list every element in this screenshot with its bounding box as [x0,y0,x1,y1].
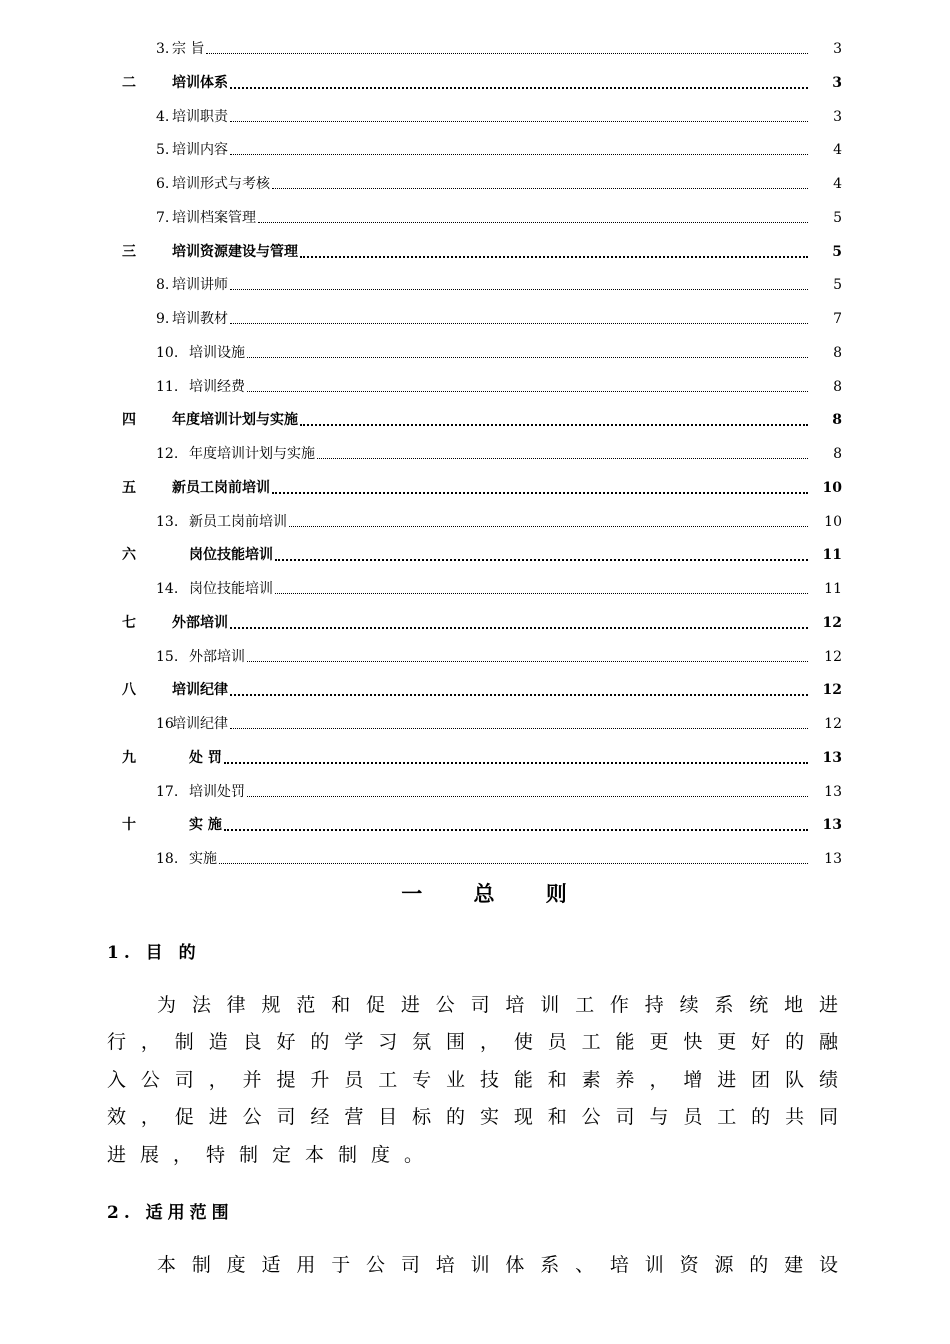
chapter-title: 一 总 则 [401,881,589,906]
toc-dot-leader [224,762,808,764]
toc-entry-number: 8. [156,277,170,294]
toc-entry-label: 培训讲师 [172,277,228,294]
toc-entry-page: 11 [822,547,842,564]
toc-dot-leader [317,458,808,459]
table-of-contents [0,32,950,876]
toc-entry[interactable] [0,167,950,201]
toc-entry-page: 8 [832,412,842,429]
toc-entry-number: 六 [122,547,136,564]
toc-entry-page: 3 [832,74,842,91]
toc-entry-label: 处 罚 [189,749,222,766]
toc-entry-number: 14. [156,581,179,597]
toc-entry-number: 17. [156,783,179,800]
toc-entry-number: 二 [122,74,136,91]
toc-entry-label: 新员工岗前培训 [172,479,270,496]
toc-entry[interactable] [0,640,950,674]
toc-entry-page: 13 [824,851,842,867]
toc-entry[interactable] [0,808,950,842]
toc-dot-leader [230,728,808,729]
toc-dot-leader [224,829,808,831]
toc-entry-label: 培训职责 [172,108,228,125]
toc-entry[interactable] [0,505,950,539]
toc-entry-page: 13 [822,749,842,766]
toc-entry-number: 3. [156,41,170,57]
toc-entry-page: 5 [832,243,842,260]
toc-entry-page: 4 [833,142,842,159]
toc-entry-number: 18. [156,851,179,867]
toc-entry[interactable] [0,302,950,336]
toc-entry[interactable] [0,707,950,741]
toc-entry-label: 培训内容 [172,142,228,159]
toc-entry-page: 8 [833,344,842,361]
toc-entry-label: 培训经费 [189,378,245,395]
toc-dot-leader [206,53,808,54]
toc-entry[interactable] [0,572,950,606]
toc-entry-label: 培训资源建设与管理 [172,243,298,260]
toc-entry-number: 7. [156,209,170,226]
section-paragraph-scope [107,1247,841,1284]
paragraph-line: 行，制造良好的学习氛围，使员工能更快更好的融 [107,1031,841,1054]
toc-entry-page: 10 [824,513,842,530]
toc-entry-label: 培训档案管理 [172,209,256,226]
toc-dot-leader [230,289,808,290]
toc-entry-label: 培训教材 [172,311,228,327]
toc-entry-label: 宗 旨 [172,41,205,57]
section-heading-purpose: 1. 目 的 [107,943,201,963]
toc-entry[interactable] [0,235,950,269]
toc-entry-number: 三 [122,243,136,260]
toc-entry-number: 四 [122,412,136,429]
toc-entry-number: 10. [156,344,179,361]
toc-entry[interactable] [0,100,950,134]
toc-entry[interactable] [0,403,950,437]
toc-dot-leader [230,154,808,155]
toc-entry-page: 12 [824,716,842,732]
toc-entry-page: 13 [822,817,842,834]
toc-entry[interactable] [0,538,950,572]
toc-entry-page: 12 [822,682,842,699]
toc-entry-label: 培训处罚 [189,783,245,800]
toc-entry-number: 九 [122,749,136,766]
toc-entry[interactable] [0,268,950,302]
toc-entry-label: 岗位技能培训 [189,581,273,597]
toc-entry-number: 七 [122,614,136,631]
toc-entry-label: 培训纪律 [172,682,228,699]
toc-dot-leader [247,391,808,392]
toc-dot-leader [230,323,808,324]
toc-entry-label: 实施 [189,851,217,867]
toc-entry[interactable] [0,201,950,235]
toc-dot-leader [230,87,808,89]
toc-entry-page: 7 [833,311,842,327]
toc-entry[interactable] [0,741,950,775]
toc-entry-page: 4 [833,176,842,192]
toc-entry[interactable] [0,133,950,167]
toc-entry-number: 9. [156,311,170,327]
toc-dot-leader [230,121,808,122]
toc-entry-number: 16 [156,716,174,732]
toc-entry-number: 十 [122,817,136,834]
toc-dot-leader [247,357,808,358]
toc-entry-label: 年度培训计划与实施 [189,446,315,462]
toc-entry[interactable] [0,606,950,640]
toc-entry-label: 年度培训计划与实施 [172,412,298,429]
toc-entry-page: 3 [833,108,842,125]
toc-dot-leader [230,694,808,696]
toc-entry-page: 13 [824,783,842,800]
toc-entry-number: 11. [156,378,179,395]
toc-entry-page: 8 [833,446,842,462]
toc-entry-number: 13. [156,513,179,530]
paragraph-line: 本制度适用于公司培训体系、培训资源的建设 [157,1254,841,1276]
toc-entry-label: 培训体系 [172,74,228,91]
paragraph-line: 进展，特制定本制度。 [107,1143,438,1166]
toc-entry[interactable] [0,336,950,370]
toc-entry[interactable] [0,842,950,876]
toc-dot-leader [289,526,808,527]
toc-dot-leader [300,424,808,426]
toc-entry-page: 10 [822,479,842,496]
toc-entry-label: 外部培训 [172,614,228,631]
toc-entry[interactable] [0,673,950,707]
toc-entry-label: 新员工岗前培训 [189,513,287,530]
section-paragraph-purpose [107,987,841,1174]
toc-entry-label: 岗位技能培训 [189,547,273,564]
toc-entry-label: 培训设施 [189,344,245,361]
toc-dot-leader [247,796,808,797]
toc-entry-page: 12 [824,648,842,665]
toc-entry-label: 外部培训 [189,648,245,665]
toc-dot-leader [219,863,808,864]
section-heading-scope: 2. 适用范围 [107,1203,234,1223]
toc-entry-number: 15. [156,648,179,665]
toc-entry-page: 8 [833,378,842,395]
toc-entry[interactable] [0,775,950,809]
toc-dot-leader [247,661,808,662]
toc-entry-page: 3 [833,41,842,57]
toc-entry-page: 11 [824,581,842,597]
toc-dot-leader [275,593,808,594]
toc-dot-leader [272,188,808,189]
toc-entry-number: 4. [156,108,170,125]
toc-entry-number: 12. [156,446,179,462]
toc-entry-page: 5 [833,209,842,226]
toc-entry-number: 八 [122,682,136,699]
paragraph-line: 为法律规范和促进公司培训工作持续系统地进 [157,994,841,1016]
paragraph-line: 入公司，并提升员工专业技能和素养，增进团队绩 [107,1068,841,1091]
paragraph-line: 效，促进公司经营目标的实现和公司与员工的共同 [107,1106,841,1129]
toc-dot-leader [272,492,808,494]
toc-entry-label: 培训纪律 [172,716,228,732]
toc-entry-label: 培训形式与考核 [172,176,270,192]
toc-dot-leader [230,627,808,629]
toc-dot-leader [258,222,808,223]
toc-entry[interactable] [0,471,950,505]
toc-entry-label: 实 施 [189,817,222,834]
toc-entry-number: 6. [156,176,170,192]
toc-dot-leader [300,256,808,258]
toc-entry-page: 12 [822,614,842,631]
toc-entry-number: 5. [156,142,170,159]
toc-entry[interactable] [0,32,950,66]
toc-entry[interactable] [0,66,950,100]
toc-dot-leader [275,559,808,561]
toc-entry-page: 5 [833,277,842,294]
toc-entry[interactable] [0,370,950,404]
toc-entry-number: 五 [122,479,136,496]
toc-entry[interactable] [0,437,950,471]
